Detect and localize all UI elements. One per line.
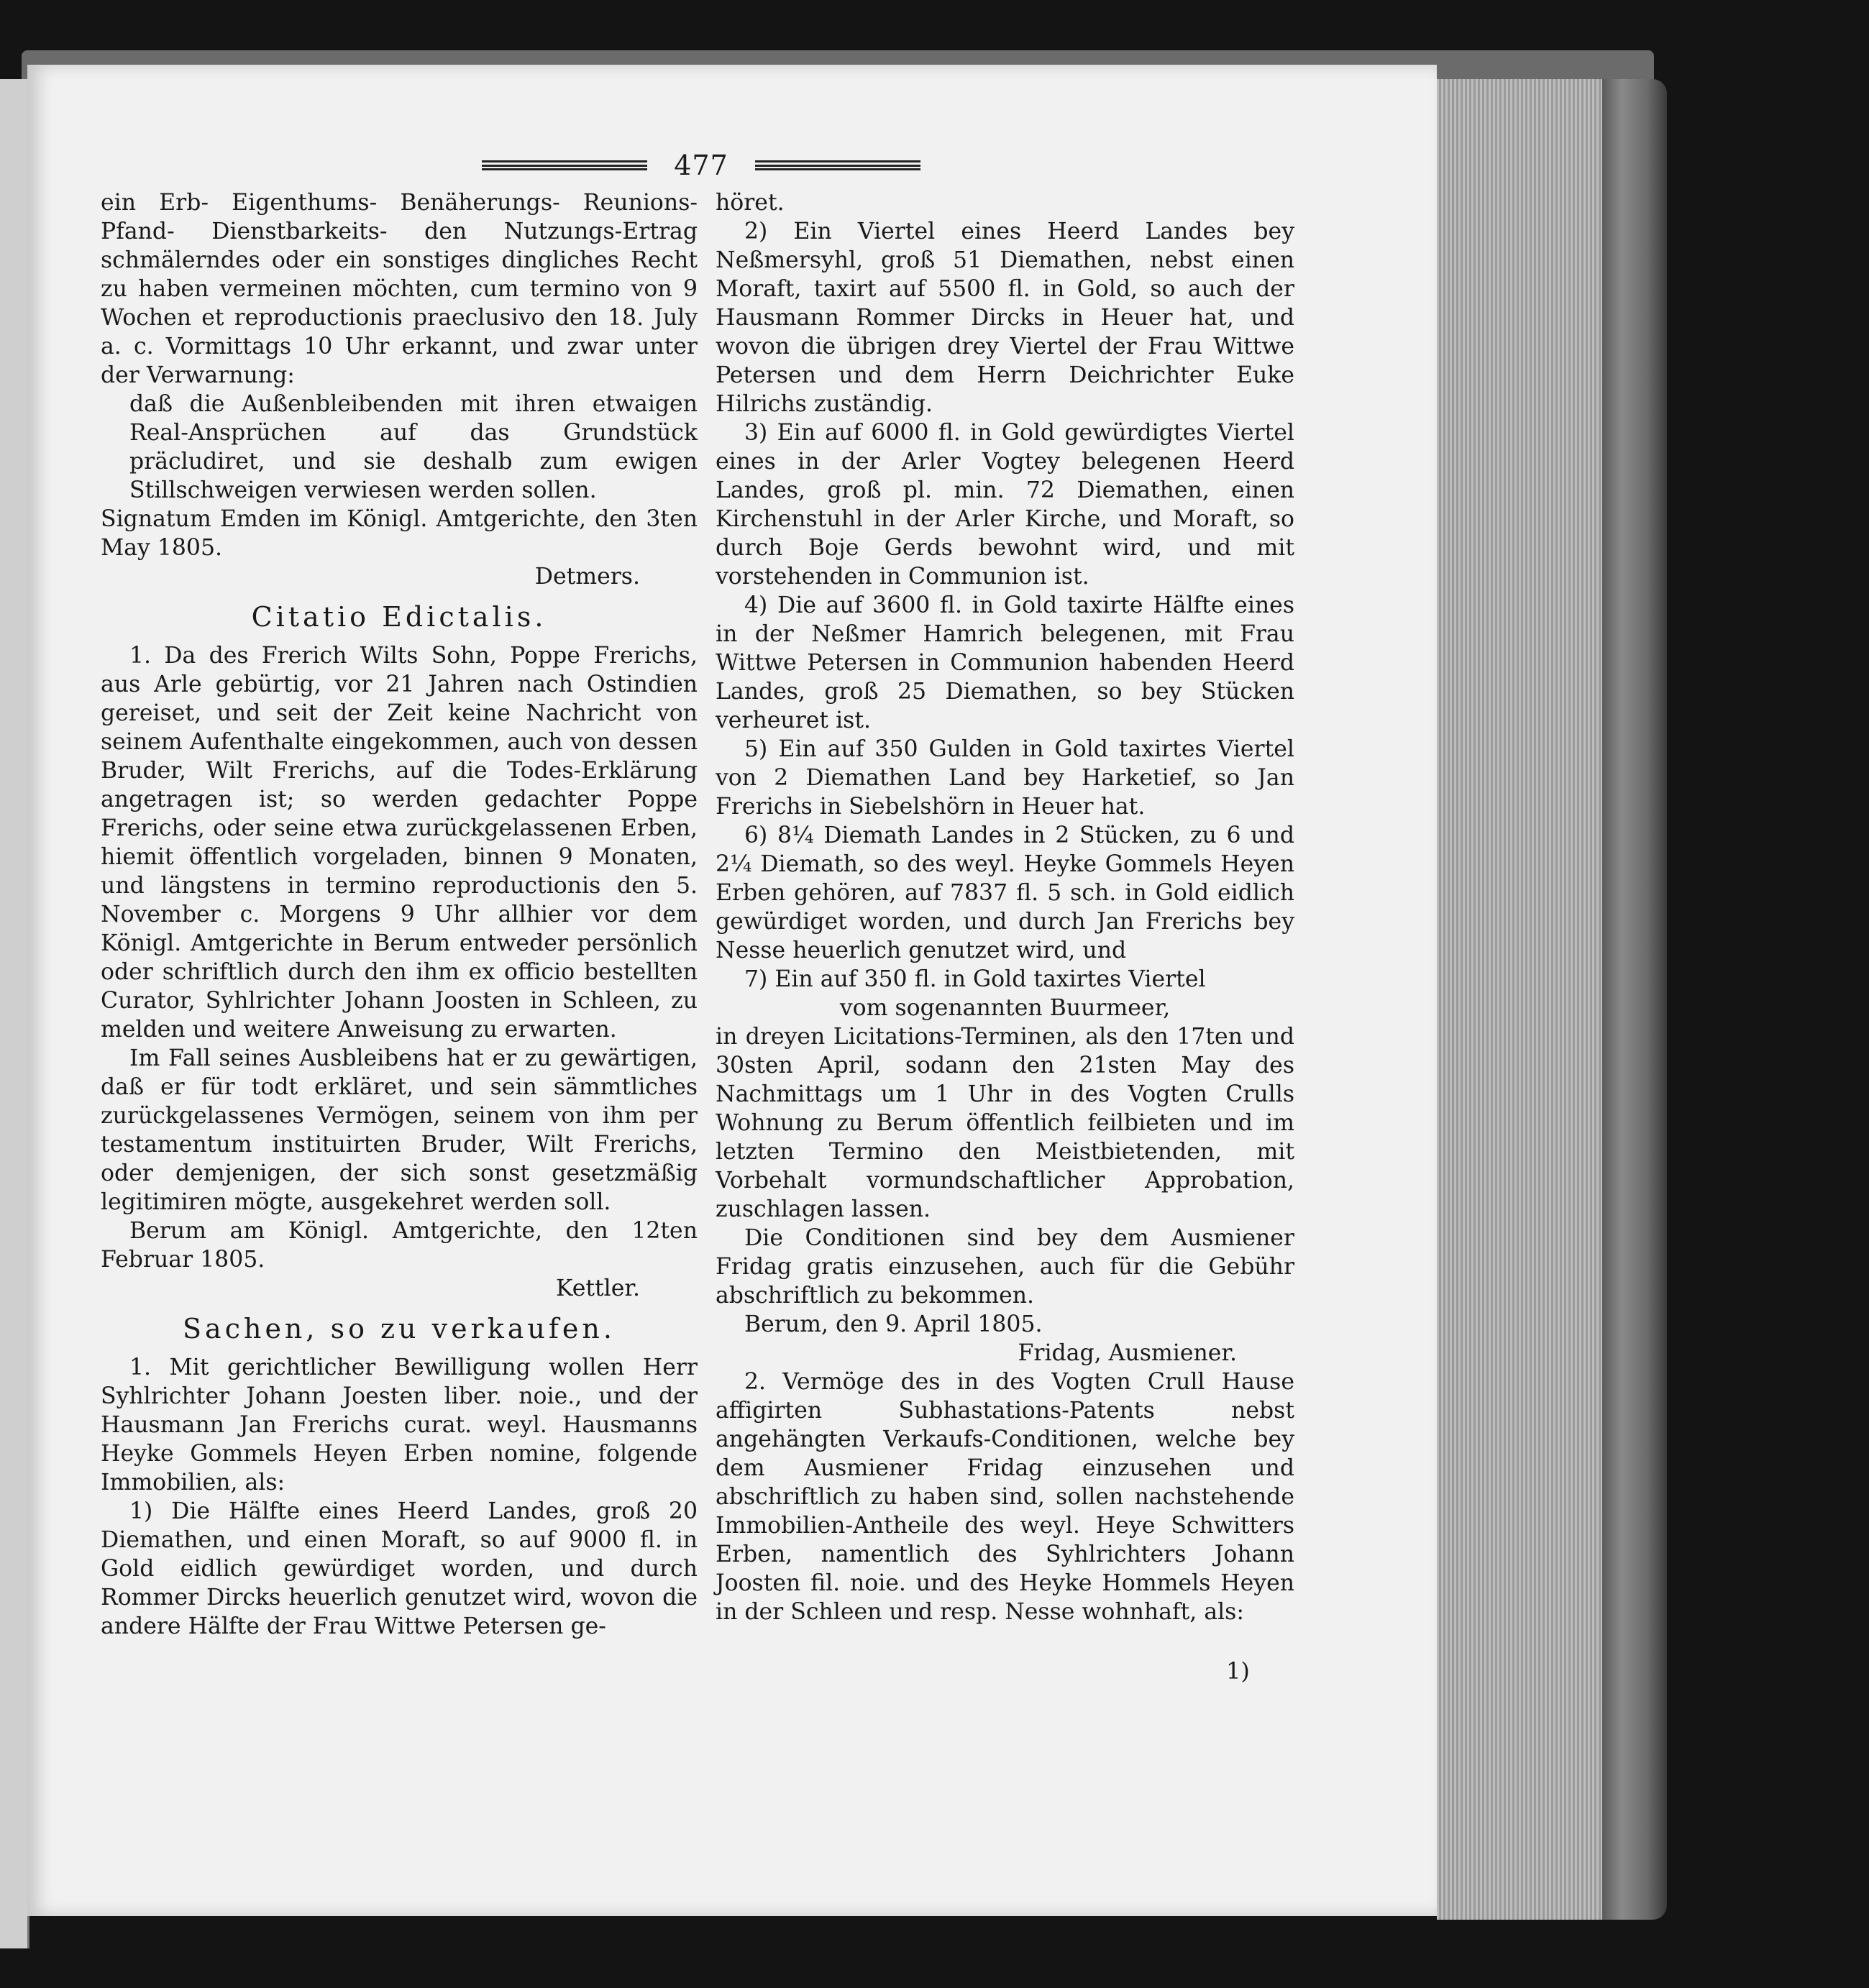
paragraph: Signatum Emden im Königl. Amtgerichte, den 3ten May 1805. bbox=[101, 506, 698, 561]
section-heading: Sachen, so zu verkaufen. bbox=[183, 1313, 616, 1345]
signature: Detmers. bbox=[534, 564, 640, 590]
left-column bbox=[101, 188, 698, 1641]
right-column bbox=[716, 188, 1294, 1626]
catchword: 1) bbox=[1226, 1657, 1250, 1685]
header-rule-left bbox=[482, 160, 647, 170]
paragraph: vom sogenannten Buurmeer, bbox=[839, 995, 1171, 1021]
paragraph: höret. bbox=[716, 190, 785, 216]
paragraph: 1. Mit gerichtlicher Bewilligung wollen Herr Syhlrichter Johann Joesten liber. noie., und der Hausmann Jan Frerichs curat. weyl. Hausmanns Heyke Gommels Heyen Erben nomine, folgende Immobilien, als: bbox=[101, 1355, 698, 1495]
paragraph: Berum, den 9. April 1805. bbox=[744, 1311, 1043, 1337]
paragraph: 4) Die auf 3600 fl. in Gold taxirte Hälfte eines in der Neßmer Hamrich belegenen, mit Frau Wittwe Petersen in Communion habenden Heerd Landes, groß 25 Diemathen, so bey Stücken verheuret ist. bbox=[716, 592, 1294, 733]
paragraph: daß die Außenbleibenden mit ihren etwaigen Real-Ansprüchen auf das Grundstück präcludiret, und sie deshalb zum ewigen Stillschweigen verwiesen werden sollen. bbox=[129, 391, 698, 503]
signature: Fridag, Ausmiener. bbox=[1018, 1340, 1237, 1366]
page-block-edge bbox=[1437, 79, 1602, 1920]
previous-page-edge bbox=[0, 79, 29, 1948]
header-rule-right bbox=[755, 160, 920, 170]
paragraph: in dreyen Licitations-Terminen, als den 17ten und 30sten April, sodann den 21sten May des Nachmittags um 1 Uhr in des Vogten Crulls Wohnung zu Berum öffentlich feilbieten und im letzten Termino den Meistbietenden, mit Vorbehalt vormundschaftlicher Approbation, zuschlagen lassen. bbox=[716, 1024, 1294, 1222]
book-cover-edge bbox=[1602, 79, 1667, 1920]
paragraph: Die Conditionen sind bey dem Ausmiener Fridag gratis einzusehen, auch für die Gebühr abschriftlich zu bekommen. bbox=[716, 1225, 1294, 1309]
paragraph: 7) Ein auf 350 fl. in Gold taxirtes Viertel bbox=[744, 966, 1206, 992]
section-heading: Citatio Edictalis. bbox=[251, 601, 547, 633]
paragraph: 1) Die Hälfte eines Heerd Landes, groß 20 Diemathen, und einen Moraft, so auf 9000 fl. in Gold eidlich gewürdiget worden, und durch Rommer Dircks heuerlich genutzet wird, wovon die andere Hälfte der Frau Wittwe Petersen ge- bbox=[101, 1498, 698, 1639]
page-number: 477 bbox=[674, 150, 728, 181]
signature: Kettler. bbox=[556, 1275, 640, 1301]
paragraph: Im Fall seines Ausbleibens hat er zu gewärtigen, daß er für todt erkläret, und sein sämmtliches zurückgelassenes Vermögen, seinem von ihm per testamentum instituirten Bruder, Wilt Frerichs, oder demjenigen, der sich sonst gesetzmäßig legitimiren mögte, ausgekehret werden soll. bbox=[101, 1045, 698, 1215]
paragraph: ein Erb- Eigenthums- Benäherungs- Reunions- Pfand- Dienstbarkeits- den Nutzungs-Ertrag schmälerndes oder ein sonstiges dingliches Recht zu haben vermeinen möchten, cum termino von 9 Wochen et reproductionis praeclusivo den 18. July a. c. Vormittags 10 Uhr erkannt, und zwar unter der Verwarnung: bbox=[101, 190, 698, 388]
paragraph: Berum am Königl. Amtgerichte, den 12ten Februar 1805. bbox=[101, 1218, 698, 1273]
paragraph: 6) 8¼ Diemath Landes in 2 Stücken, zu 6 und 2¼ Diemath, so des weyl. Heyke Gommels Heyen Erben gehören, auf 7837 fl. 5 sch. in Gold eidlich gewürdiget worden, und durch Jan Frerichs bey Nesse heuerlich genutzet wird, und bbox=[716, 823, 1294, 963]
paragraph: 2. Vermöge des in des Vogten Crull Hause affigirten Subhastations-Patents nebst angehängten Verkaufs-Conditionen, welche bey dem Ausmiener Fridag einzusehen und abschriftlich zu haben sind, sollen nachstehende Immobilien-Antheile des weyl. Heye Schwitters Erben, namentlich des Syhlrichters Johann Joosten fil. noie. und des Heyke Hommels Heyen in der Schleen und resp. Nesse wohnhaft, als: bbox=[716, 1369, 1294, 1625]
paragraph: 2) Ein Viertel eines Heerd Landes bey Neßmersyhl, groß 51 Diemathen, nebst einen Moraft, taxirt auf 5500 fl. in Gold, so auch der Hausmann Rommer Dircks in Heuer hat, und wovon die übrigen drey Viertel der Frau Wittwe Petersen und dem Herrn Deichrichter Euke Hilrichs zuständig. bbox=[716, 219, 1294, 417]
page-header bbox=[482, 147, 920, 183]
paragraph: 3) Ein auf 6000 fl. in Gold gewürdigtes Viertel eines in der Arler Vogtey belegenen Heerd Landes, groß pl. min. 72 Diemathen, einen Kirchenstuhl in der Arler Kirche, und Moraft, so durch Boje Gerds bewohnt wird, und mit vorstehenden in Communion ist. bbox=[716, 420, 1294, 590]
paragraph: 5) Ein auf 350 Gulden in Gold taxirtes Viertel von 2 Diemathen Land bey Harketief, so Jan Frerichs in Siebelshörn in Heuer hat. bbox=[716, 736, 1294, 820]
paragraph: 1. Da des Frerich Wilts Sohn, Poppe Frerichs, aus Arle gebürtig, vor 21 Jahren nach Ostindien gereiset, und seit der Zeit keine Nachricht von seinem Aufenthalte eingekommen, auch von dessen Bruder, Wilt Frerichs, auf die Todes-Erklärung angetragen ist; so werden gedachter Poppe Frerichs, oder seine etwa zurückgelassenen Erben, hiemit öffentlich vorgeladen, binnen 9 Monaten, und längstens in termino reproductionis den 5. November c. Morgens 9 Uhr allhier vor dem Königl. Amtgerichte in Berum entweder persönlich oder schriftlich durch den ihm ex officio bestellten Curator, Syhlrichter Johann Joosten in Schleen, zu melden und weitere Anweisung zu erwarten. bbox=[101, 643, 698, 1043]
